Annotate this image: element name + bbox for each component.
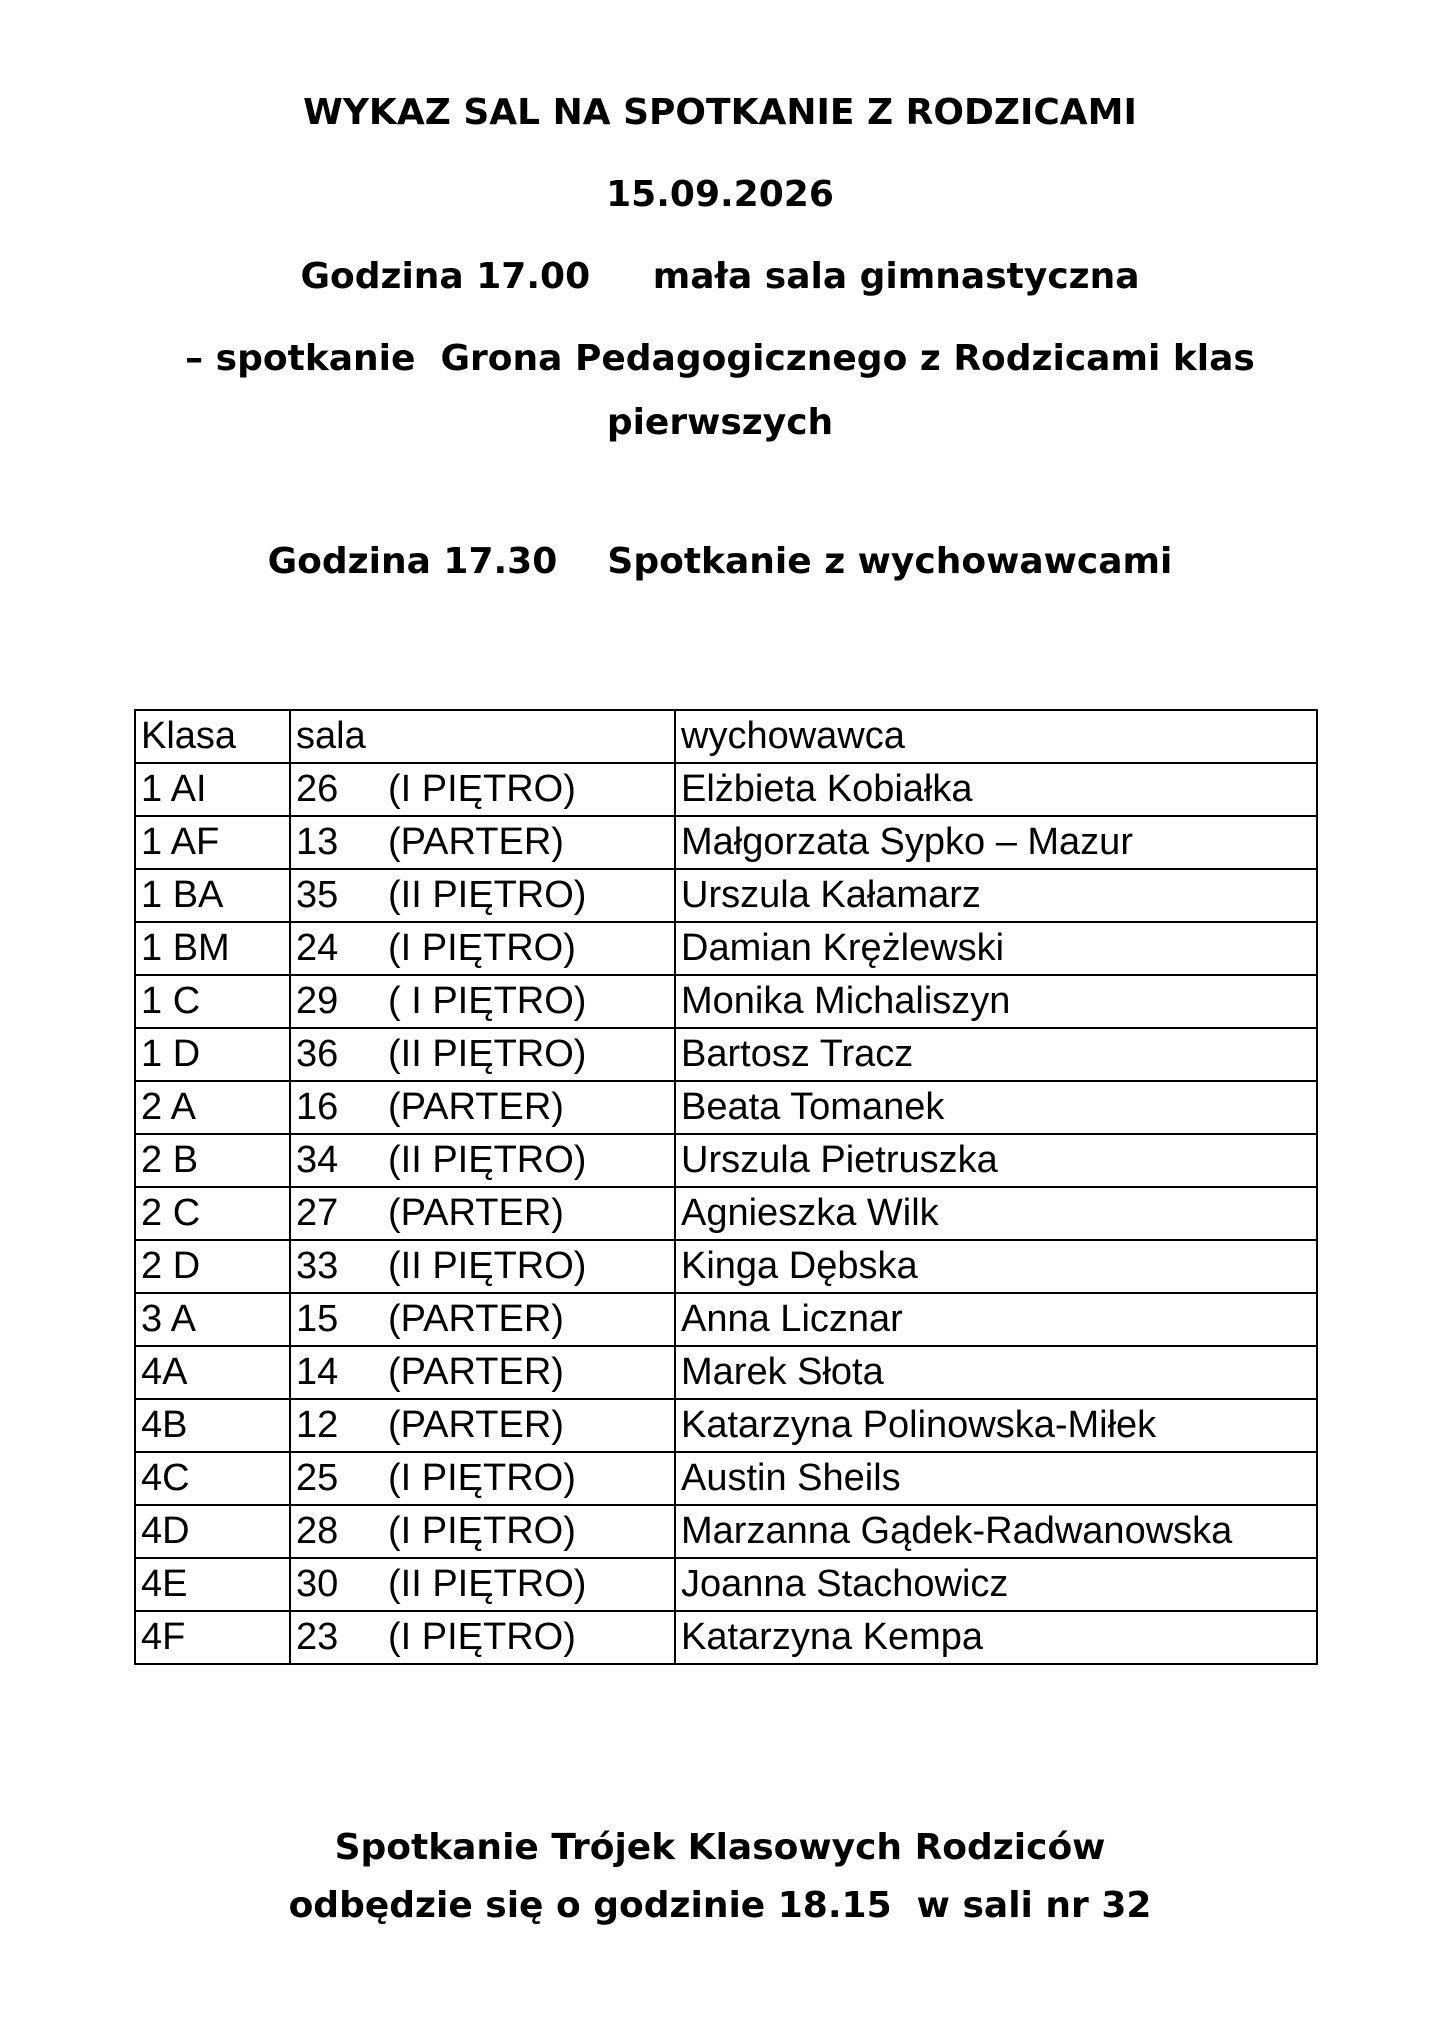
room-number: 16 bbox=[296, 1086, 339, 1128]
room-floor: (II PIĘTRO) bbox=[388, 874, 587, 916]
room-floor: (I PIĘTRO) bbox=[388, 1457, 576, 1499]
teacher-cell: Joanna Stachowicz bbox=[675, 1558, 1317, 1611]
teacher-cell: Katarzyna Kempa bbox=[675, 1611, 1317, 1664]
class-cell: 1 C bbox=[135, 975, 290, 1028]
table-row bbox=[135, 1346, 1317, 1399]
table-row bbox=[135, 1240, 1317, 1293]
table-row bbox=[135, 1134, 1317, 1187]
room-number: 26 bbox=[296, 768, 339, 810]
parents-meeting-details: odbędzie się o godzinie 18.15 w sali nr 32 bbox=[288, 1885, 1152, 1926]
column-header-wychowawca: wychowawca bbox=[675, 710, 1317, 763]
column-header-sala: sala bbox=[290, 710, 675, 763]
room-cell bbox=[290, 816, 675, 869]
room-cell bbox=[290, 1611, 675, 1664]
table-row bbox=[135, 1028, 1317, 1081]
teacher-cell: Bartosz Tracz bbox=[675, 1028, 1317, 1081]
table-row bbox=[135, 1081, 1317, 1134]
room-floor: (I PIĘTRO) bbox=[388, 768, 576, 810]
table-row bbox=[135, 1611, 1317, 1664]
teacher-cell: Agnieszka Wilk bbox=[675, 1187, 1317, 1240]
teacher-cell: Małgorzata Sypko – Mazur bbox=[675, 816, 1317, 869]
room-floor: (II PIĘTRO) bbox=[388, 1563, 587, 1605]
table-row bbox=[135, 816, 1317, 869]
room-cell bbox=[290, 1028, 675, 1081]
teacher-cell: Monika Michaliszyn bbox=[675, 975, 1317, 1028]
room-cell bbox=[290, 1346, 675, 1399]
room-floor: (I PIĘTRO) bbox=[388, 927, 576, 969]
class-cell: 1 BA bbox=[135, 869, 290, 922]
room-number: 24 bbox=[296, 927, 339, 969]
teacher-cell: Marzanna Gądek-Radwanowska bbox=[675, 1505, 1317, 1558]
room-number: 35 bbox=[296, 874, 339, 916]
room-number: 14 bbox=[296, 1351, 339, 1393]
room-cell bbox=[290, 1399, 675, 1452]
class-cell: 1 AI bbox=[135, 763, 290, 816]
first-meeting-description: – spotkanie Grona Pedagogicznego z Rodzicami klas bbox=[185, 338, 1255, 379]
room-floor: (PARTER) bbox=[388, 1404, 564, 1446]
room-cell bbox=[290, 1293, 675, 1346]
table-row bbox=[135, 1187, 1317, 1240]
room-number: 27 bbox=[296, 1192, 339, 1234]
room-number: 29 bbox=[296, 980, 339, 1022]
class-cell: 4D bbox=[135, 1505, 290, 1558]
room-number: 34 bbox=[296, 1139, 339, 1181]
room-floor: (I PIĘTRO) bbox=[388, 1510, 576, 1552]
table-row bbox=[135, 763, 1317, 816]
room-floor: ( I PIĘTRO) bbox=[388, 980, 587, 1022]
class-cell: 4A bbox=[135, 1346, 290, 1399]
room-schedule-table bbox=[134, 709, 1318, 1665]
room-floor: (PARTER) bbox=[388, 1086, 564, 1128]
teacher-cell: Elżbieta Kobiałka bbox=[675, 763, 1317, 816]
table-header-row bbox=[135, 710, 1317, 763]
table-body bbox=[135, 763, 1317, 1664]
class-cell: 4C bbox=[135, 1452, 290, 1505]
teacher-cell: Urszula Pietruszka bbox=[675, 1134, 1317, 1187]
room-floor: (I PIĘTRO) bbox=[388, 1616, 576, 1658]
room-floor: (II PIĘTRO) bbox=[388, 1033, 587, 1075]
second-meeting-time: Godzina 17.30 Spotkanie z wychowawcami bbox=[267, 541, 1173, 582]
class-cell: 1 D bbox=[135, 1028, 290, 1081]
room-number: 25 bbox=[296, 1457, 339, 1499]
table-row bbox=[135, 1293, 1317, 1346]
class-cell: 2 A bbox=[135, 1081, 290, 1134]
table-row bbox=[135, 922, 1317, 975]
column-header-klasa: Klasa bbox=[135, 710, 290, 763]
class-cell: 2 D bbox=[135, 1240, 290, 1293]
teacher-cell: Katarzyna Polinowska-Miłek bbox=[675, 1399, 1317, 1452]
room-cell bbox=[290, 1240, 675, 1293]
room-floor: (PARTER) bbox=[388, 1298, 564, 1340]
room-number: 30 bbox=[296, 1563, 339, 1605]
room-cell bbox=[290, 1505, 675, 1558]
room-number: 36 bbox=[296, 1033, 339, 1075]
class-cell: 3 A bbox=[135, 1293, 290, 1346]
teacher-cell: Austin Sheils bbox=[675, 1452, 1317, 1505]
room-floor: (PARTER) bbox=[388, 821, 564, 863]
class-cell: 2 B bbox=[135, 1134, 290, 1187]
class-cell: 4F bbox=[135, 1611, 290, 1664]
teacher-cell: Kinga Dębska bbox=[675, 1240, 1317, 1293]
teacher-cell: Marek Słota bbox=[675, 1346, 1317, 1399]
teacher-cell: Damian Krężlewski bbox=[675, 922, 1317, 975]
teacher-cell: Beata Tomanek bbox=[675, 1081, 1317, 1134]
room-number: 13 bbox=[296, 821, 339, 863]
table-row bbox=[135, 1452, 1317, 1505]
room-cell bbox=[290, 1187, 675, 1240]
meeting-date: 15.09.2026 bbox=[606, 174, 834, 215]
class-cell: 1 BM bbox=[135, 922, 290, 975]
room-cell bbox=[290, 1558, 675, 1611]
page-title: WYKAZ SAL NA SPOTKANIE Z RODZICAMI bbox=[303, 92, 1137, 133]
room-number: 15 bbox=[296, 1298, 339, 1340]
room-floor: (PARTER) bbox=[388, 1351, 564, 1393]
first-meeting-description-cont: pierwszych bbox=[606, 402, 834, 443]
room-floor: (II PIĘTRO) bbox=[388, 1139, 587, 1181]
room-number: 28 bbox=[296, 1510, 339, 1552]
class-cell: 4B bbox=[135, 1399, 290, 1452]
room-floor: (PARTER) bbox=[388, 1192, 564, 1234]
teacher-cell: Anna Licznar bbox=[675, 1293, 1317, 1346]
room-cell bbox=[290, 1134, 675, 1187]
table-row bbox=[135, 975, 1317, 1028]
room-number: 12 bbox=[296, 1404, 339, 1446]
room-floor: (II PIĘTRO) bbox=[388, 1245, 587, 1287]
room-cell bbox=[290, 869, 675, 922]
class-cell: 1 AF bbox=[135, 816, 290, 869]
room-cell bbox=[290, 1081, 675, 1134]
class-cell: 4E bbox=[135, 1558, 290, 1611]
first-meeting-time: Godzina 17.00 mała sala gimnastyczna bbox=[300, 256, 1140, 297]
room-cell bbox=[290, 763, 675, 816]
table-row bbox=[135, 869, 1317, 922]
room-number: 33 bbox=[296, 1245, 339, 1287]
room-number: 23 bbox=[296, 1616, 339, 1658]
room-cell bbox=[290, 1452, 675, 1505]
class-cell: 2 C bbox=[135, 1187, 290, 1240]
table-row bbox=[135, 1505, 1317, 1558]
teacher-cell: Urszula Kałamarz bbox=[675, 869, 1317, 922]
room-cell bbox=[290, 922, 675, 975]
table-row bbox=[135, 1399, 1317, 1452]
table-row bbox=[135, 1558, 1317, 1611]
parents-meeting-title: Spotkanie Trójek Klasowych Rodziców bbox=[334, 1827, 1106, 1868]
room-cell bbox=[290, 975, 675, 1028]
